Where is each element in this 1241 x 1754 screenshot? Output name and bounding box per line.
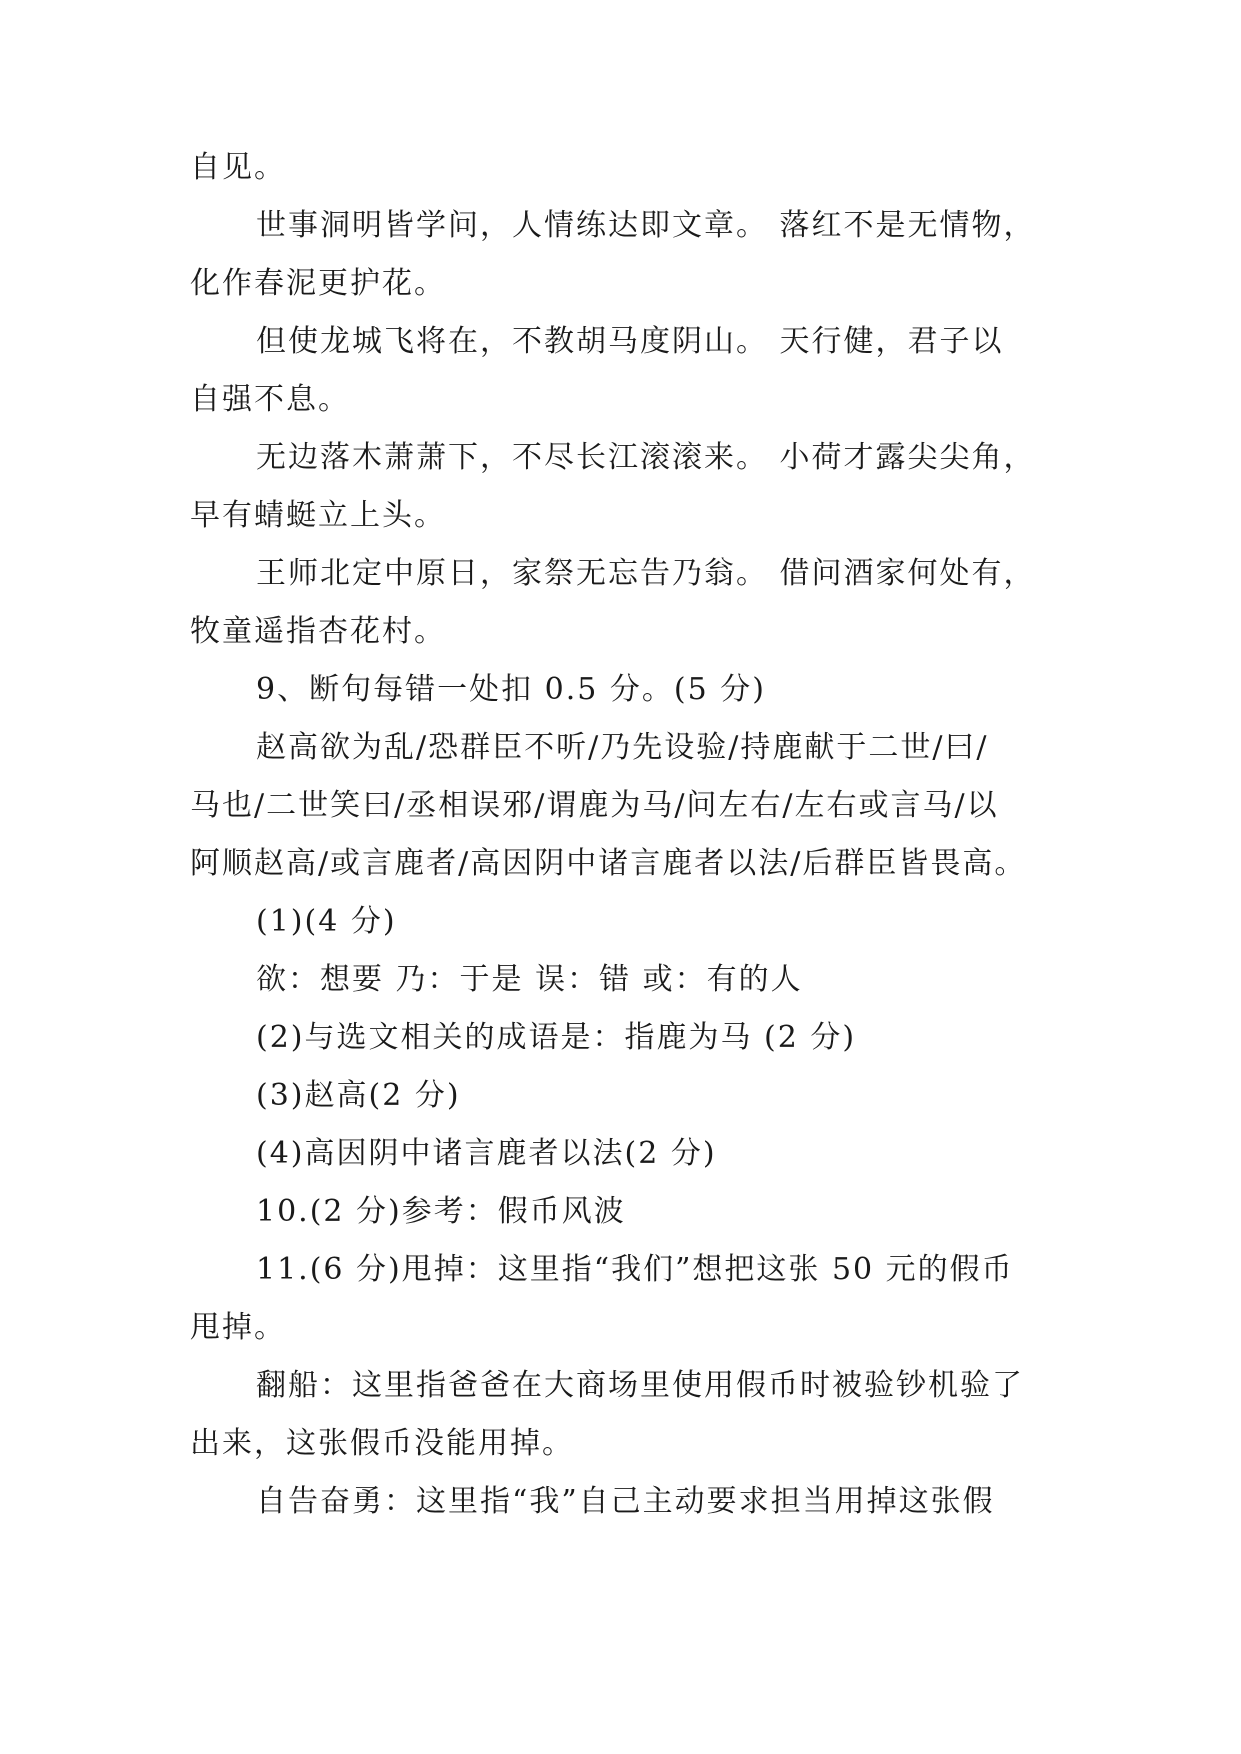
text-line: 牧童遥指杏花村。: [190, 614, 446, 649]
text-line: 世事洞明皆学问，人情练达即文章。 落红不是无情物，: [256, 208, 1036, 243]
text-line: (1)(4 分): [256, 904, 397, 939]
text-line: 早有蜻蜓立上头。: [190, 498, 446, 533]
text-line: 化作春泥更护花。: [190, 266, 446, 301]
text-line: 阿顺赵高/或言鹿者/高因阴中诸言鹿者以法/后群臣皆畏高。: [190, 846, 1027, 881]
text-line: (3)赵高(2 分): [256, 1078, 461, 1113]
text-line: 11.(6 分)甩掉：这里指“我们”想把这张 50 元的假币: [256, 1252, 1014, 1287]
text-line: 马也/二世笑曰/丞相误邪/谓鹿为马/问左右/左右或言马/以: [190, 788, 999, 823]
text-line: 翻船：这里指爸爸在大商场里使用假币时被验钞机验了: [256, 1368, 1024, 1403]
text-line: (2)与选文相关的成语是：指鹿为马 (2 分): [256, 1020, 857, 1055]
text-line: 甩掉。: [190, 1310, 286, 1345]
text-line: 出来，这张假币没能用掉。: [190, 1426, 574, 1461]
text-line: 无边落木萧萧下，不尽长江滚滚来。 小荷才露尖尖角，: [256, 440, 1036, 475]
text-line: 王师北定中原日，家祭无忘告乃翁。 借问酒家何处有，: [256, 556, 1036, 591]
text-line: 自见。: [190, 150, 286, 185]
text-line: 自告奋勇：这里指“我”自己主动要求担当用掉这张假: [256, 1484, 995, 1519]
text-line: (4)高因阴中诸言鹿者以法(2 分): [256, 1136, 717, 1171]
text-line: 自强不息。: [190, 382, 350, 417]
text-line: 10.(2 分)参考：假币风波: [256, 1194, 626, 1229]
text-line: 赵高欲为乱/恐群臣不听/乃先设验/持鹿献于二世/曰/: [256, 730, 989, 765]
text-line: 欲：想要 乃：于是 误：错 或：有的人: [256, 962, 803, 997]
text-line: 9、断句每错一处扣 0.5 分。(5 分): [256, 672, 766, 707]
text-line: 但使龙城飞将在，不教胡马度阴山。 天行健，君子以: [256, 324, 1004, 359]
